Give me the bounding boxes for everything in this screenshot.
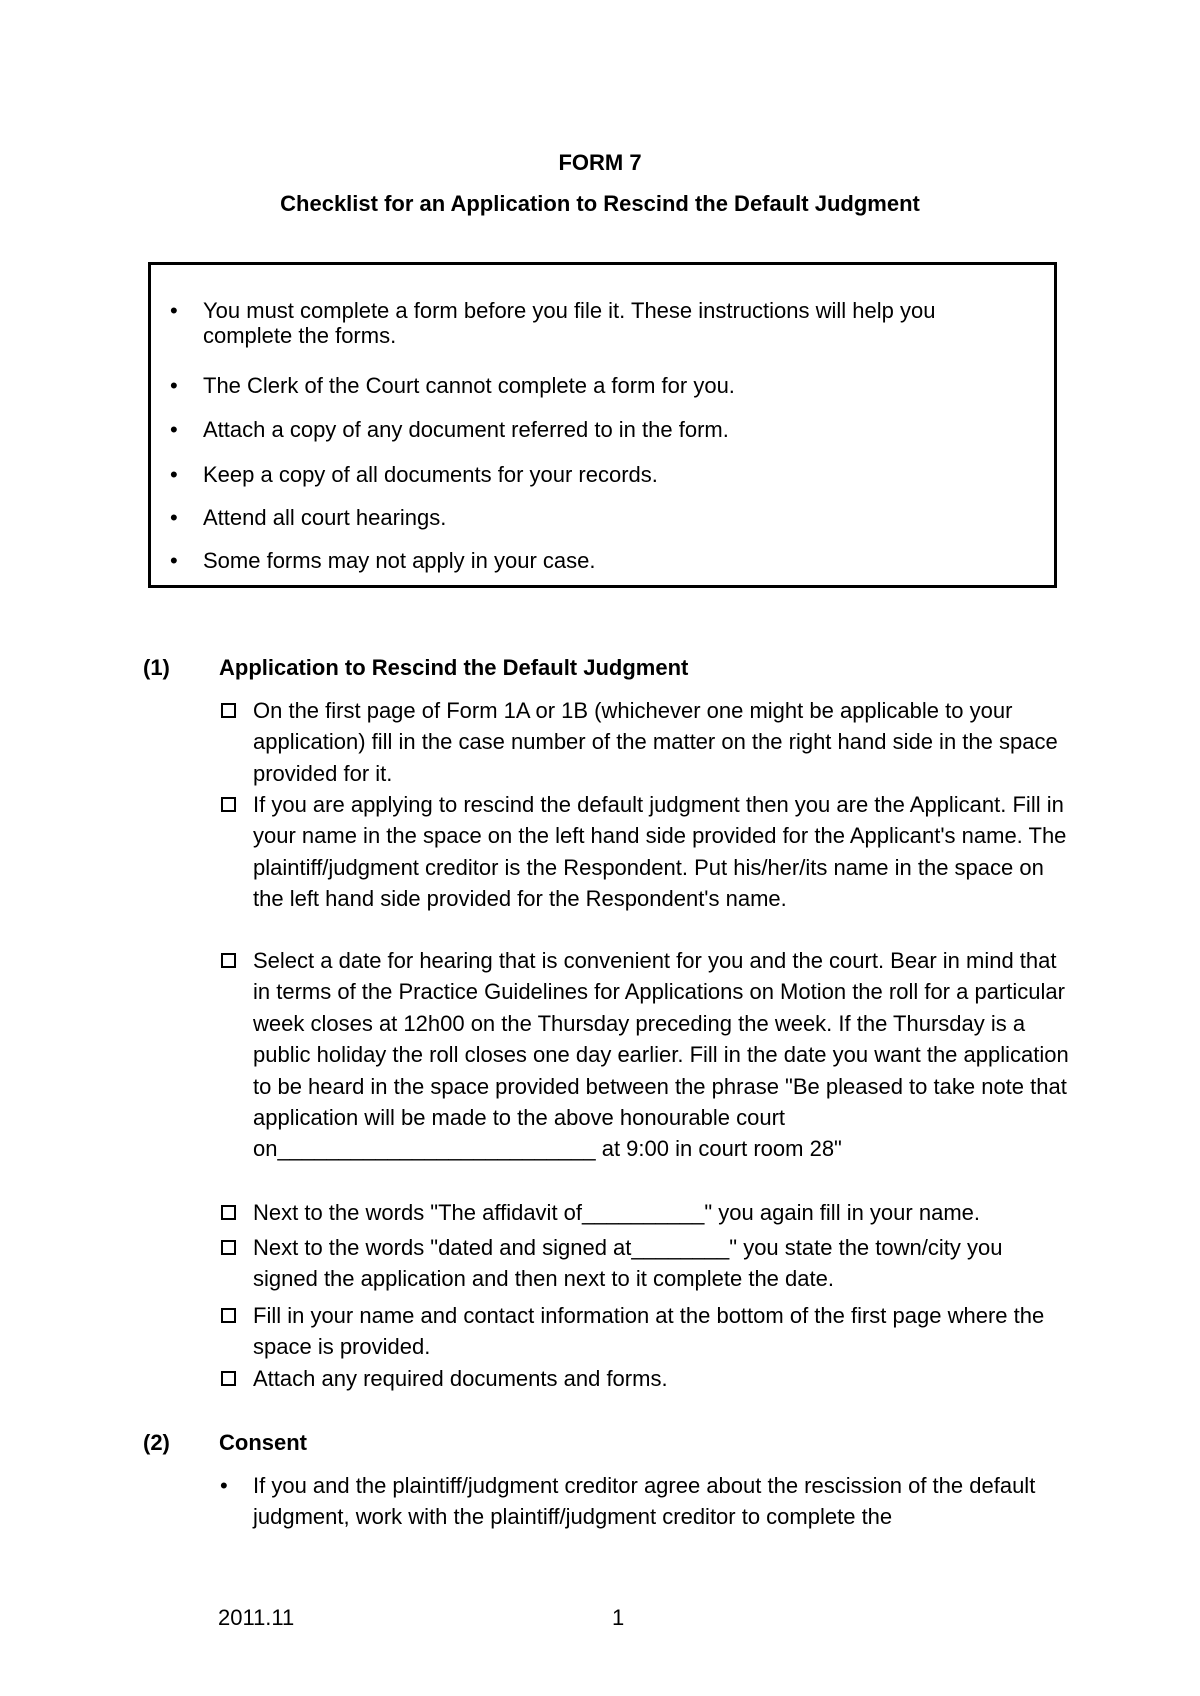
checklist-text: Next to the words "dated and signed at________" you state the town/city you signed the application and then next to it complete the date. xyxy=(253,1235,1003,1292)
form-title: Checklist for an Application to Rescind the Default Judgment xyxy=(280,191,920,216)
section-1-title: Application to Rescind the Default Judgment xyxy=(219,655,689,680)
checkbox-icon[interactable] xyxy=(221,1205,236,1220)
bullet-icon: • xyxy=(170,462,178,487)
footer-date: 2011.11 xyxy=(218,1605,295,1630)
bullet-icon: • xyxy=(170,548,178,573)
bullet-icon: • xyxy=(170,505,178,530)
instruction-text: Keep a copy of all documents for your records. xyxy=(203,462,658,487)
bullet-icon: • xyxy=(220,1473,228,1498)
form-number: FORM 7 xyxy=(558,150,642,175)
bullet-icon: • xyxy=(170,417,178,442)
checklist-text: Select a date for hearing that is convenient for you and the court. Bear in mind that in terms of the Practice Guidelines for Applications on Motion the roll for a particular week closes at 12h00 on the Thursday preceding the week. If the Thursday is a public holiday the roll closes one day earlier. Fill in the date you want the application to be heard in the space provided between the phrase "Be pleased to take note that application will be made to the above honourable court on__________________________ at 9:00 in court room 28" xyxy=(253,948,1069,1162)
checklist-item xyxy=(253,1232,1073,1295)
instruction-item xyxy=(170,548,1013,573)
consent-text: If you and the plaintiff/judgment creditor agree about the rescission of the default judgment, work with the plaintiff/judgment creditor to complete the xyxy=(253,1473,1036,1530)
instruction-text: Attend all court hearings. xyxy=(203,505,447,530)
page-number: 1 xyxy=(612,1605,625,1630)
checklist-text: Fill in your name and contact information at the bottom of the first page where the space is provided. xyxy=(253,1303,1045,1360)
instruction-text: The Clerk of the Court cannot complete a form for you. xyxy=(203,373,735,398)
checklist-item xyxy=(253,789,1073,915)
instruction-item xyxy=(170,462,1013,487)
bullet-icon: • xyxy=(170,373,178,398)
instruction-item xyxy=(170,373,1013,398)
checklist-text: Attach any required documents and forms. xyxy=(253,1366,668,1391)
checklist-text: On the first page of Form 1A or 1B (whichever one might be applicable to your application) fill in the case number of the matter on the right hand side in the space provided for it. xyxy=(253,698,1058,786)
instruction-item xyxy=(170,505,1013,530)
checkbox-icon[interactable] xyxy=(221,703,236,718)
checklist-text: Next to the words "The affidavit of__________" you again fill in your name. xyxy=(253,1200,980,1225)
instructions-box xyxy=(148,262,1057,588)
section-2-title: Consent xyxy=(219,1430,307,1455)
instruction-item xyxy=(170,298,1013,348)
checkbox-icon[interactable] xyxy=(221,797,236,812)
instruction-text: Attach a copy of any document referred to in the form. xyxy=(203,417,729,442)
consent-item xyxy=(220,1470,1073,1533)
checklist-item xyxy=(253,1197,1073,1228)
checkbox-icon[interactable] xyxy=(221,1240,236,1255)
checklist-item xyxy=(253,945,1073,1165)
instruction-text: Some forms may not apply in your case. xyxy=(203,548,596,573)
section-1-number: (1) xyxy=(143,655,170,680)
checklist-item xyxy=(253,1363,1073,1394)
checklist-item xyxy=(253,1300,1073,1363)
section-2-number: (2) xyxy=(143,1430,170,1455)
checkbox-icon[interactable] xyxy=(221,1308,236,1323)
checklist-item xyxy=(253,695,1073,789)
checklist-text: If you are applying to rescind the default judgment then you are the Applicant. Fill in your name in the space on the left hand side provided for the Applicant's name. The plaintiff/judgment creditor is the Respondent. Put his/her/its name in the space on the left hand side provided for the Respondent's name. xyxy=(253,792,1067,912)
checkbox-icon[interactable] xyxy=(221,1371,236,1386)
instruction-item xyxy=(170,417,1013,442)
instruction-text: You must complete a form before you file it. These instructions will help you complete the forms. xyxy=(203,298,936,348)
checkbox-icon[interactable] xyxy=(221,953,236,968)
bullet-icon: • xyxy=(170,298,178,323)
